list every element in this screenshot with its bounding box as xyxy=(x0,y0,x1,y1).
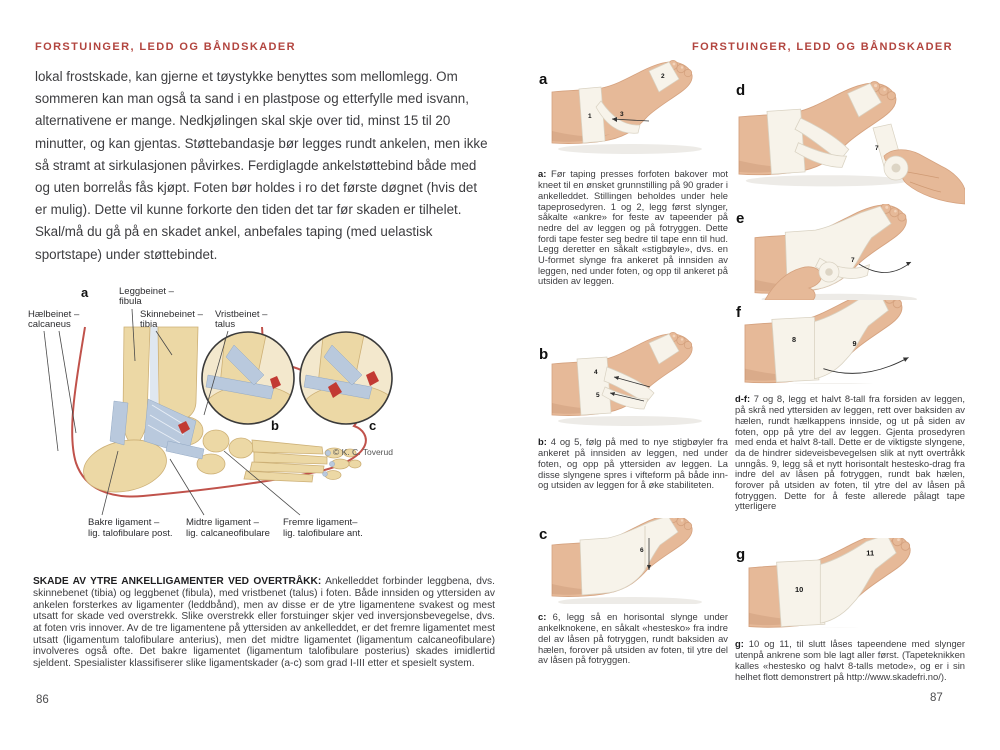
caption-a-prefix: a: xyxy=(538,168,547,180)
inset-c-letter: c xyxy=(369,418,377,433)
tape-marker: 11 xyxy=(866,548,875,558)
figure-panel-letter: a xyxy=(81,285,89,300)
photo-step-f xyxy=(735,300,965,384)
running-head-right: FORSTUINGER, LEDD OG BÅNDSKADER xyxy=(692,41,953,53)
caption-df-prefix: d-f: xyxy=(735,393,751,405)
figure-label-fibula-1: Leggbeinet – xyxy=(119,286,174,297)
caption-steps-d-f xyxy=(735,394,965,512)
toe-joint-1 xyxy=(325,450,330,455)
tape-marker: 4 xyxy=(594,369,598,376)
leader-calcaneus-2 xyxy=(59,331,76,433)
tape-marker: 5 xyxy=(596,392,600,399)
photo-g-letter: g xyxy=(736,546,746,563)
page-number-left: 86 xyxy=(36,694,49,706)
photo-step-a xyxy=(538,55,728,160)
tape-marker: 10 xyxy=(795,585,804,595)
injury-caption xyxy=(33,576,495,670)
toe-joint-3 xyxy=(323,472,328,477)
intro-paragraph: lokal frostskade, kan gjerne et tøystykke benyttes som mellomlegg. Om sommeren kan man også ta sand i en plastpose og etterfylle med isvann, alternativene er mange. Nedkjølingen skal skje over tid, minst 15 til 20 minutter, og kan gjentas. Støttebandasje bør legges rundt ankelen, men ikke så stramt at sirkulasjonen påvirkes. Ferdiglagde ankelstøttebind både med og uten borrelås fås kjøpt. Foten bør holdes i ro det første døgnet (hvis det er mulig). Dette vil kunne forkorte den tiden det tar før skaden er tilhelet. Skal/må du gå på en skadet ankel, anbefales taping (med uelastisk sportstape) under støttebindet. xyxy=(35,69,488,262)
page-number-right: 87 xyxy=(930,692,943,704)
tape-marker: 1 xyxy=(588,113,592,120)
inset-b-letter: b xyxy=(271,418,279,433)
toe-joint-2 xyxy=(329,461,334,466)
caption-b-prefix: b: xyxy=(538,436,547,448)
figure-label-fremre-2: lig. talofibulare ant. xyxy=(283,528,363,539)
caption-a-text: Før taping presses forfoten bakover mot kneet til en ønsket grunnstilling på 90 grader i ankelleddet. Stillingen beholdes under hele tapeprosedyren. 1 og 2, legg først slynger, såkalte «ankre» for feste av tapeender på nedre del av leggen og på fotryggen. Dette fordi tape fester seg bedre til tape enn til hud. Legg deretter en såkalt «stigbøyle», dvs. en U-formet slynge fra ankeret på innsiden av leggen, ned under foten, og opp til ankeret på utsiden av leggen. xyxy=(538,168,728,287)
phalanx-tip-2 xyxy=(349,460,361,468)
figure-label-calcaneus-2: calcaneus xyxy=(28,319,71,330)
tape-marker: 7 xyxy=(851,257,855,264)
figure-label-midtre-2: lig. calcaneofibulare xyxy=(186,528,270,539)
photo-f-letter: f xyxy=(736,304,741,321)
running-head-left: FORSTUINGER, LEDD OG BÅNDSKADER xyxy=(35,41,296,53)
caption-step-g xyxy=(735,639,965,682)
tape-roll-core xyxy=(892,164,901,173)
leader-calcaneus-1 xyxy=(44,331,58,451)
navicular-bone xyxy=(203,430,229,452)
caption-c-prefix: c: xyxy=(538,611,547,623)
figure-label-talus-1: Vristbeinet – xyxy=(215,309,268,320)
figure-label-fibula-2: fibula xyxy=(119,296,142,307)
injury-caption-heading: SKADE AV YTRE ANKELLIGAMENTER VED OVERTRÅKK: xyxy=(33,576,322,588)
tape-marker: 9 xyxy=(852,339,857,349)
figure-label-midtre-1: Midtre ligament – xyxy=(186,517,259,528)
figure-label-bakre-2: lig. talofibulare post. xyxy=(88,528,173,539)
tape-marker: 3 xyxy=(620,111,624,118)
tape-marker: 6 xyxy=(640,547,644,554)
photo-step-b xyxy=(538,330,728,428)
caption-g-prefix: g: xyxy=(735,638,744,650)
posterior-ligament-band xyxy=(110,401,128,445)
photo-e-letter: e xyxy=(736,210,745,227)
metatarsal-1 xyxy=(252,440,323,454)
photo-a-letter: a xyxy=(539,71,548,88)
photo-step-e xyxy=(735,204,965,300)
photo-step-c xyxy=(538,518,728,604)
anatomy-figure xyxy=(28,283,506,563)
illustration-credit: © K. C. Toverud xyxy=(333,447,393,457)
caption-df-text: 7 og 8, legg et halvt 8-tall fra forsiden av leggen, på skrå ned yttersiden av leggen, rett over baksiden av hælen, rundt hælkappens innside, og ut på siden av foten, opp på ytre del av leggen. Gjenta prosedyren med enda et halvt 8-tall. Dette er de viktigste slyngene, da de hindrer sideveisbevegelsen slik at nytt overtråkk unngås. 9, legg så et nytt horisontalt hestesko-drag fra indre del av låsen på fotryggen, rundt bak hælen, forover på utsiden av foten, til ytre del av låsen på fotryggen. Dette for å feste allerede pålagt tape ytterligere xyxy=(735,393,965,512)
injury-caption-text: Ankelleddet forbinder leggbena, dvs. skinnebenet (tibia) og leggbenet (fibula), med vristbenet (talus) i foten. Både innsiden og yttersiden av ankelen forsterkes av ligamenter (leddbånd), men av disse er de ytre ligamentene svakest og mest utsatt for skade ved overstrekk. Slike overstrekk eller forstuinger skjer ved inversjonsbevegelse, dvs. at foten vris innover. Av de tre ligamentene på yttersiden av ankelleddet, er det fremre ligamentet mest utsatt (ligamentum talofibulare anterius), men det midtre ligamentet (ligamentum calcaneofibulare) involveres også ofte. Det bakre ligamentet (ligamentum talofibulare posterius) skades imidlertid sjeldent. Spesialister klassifiserer slike ligamentskader (a-c) som grad I-III etter et spesielt system. xyxy=(33,576,495,670)
ankle-anatomy-illustration xyxy=(28,283,506,563)
photo-step-g xyxy=(735,538,963,628)
photo-step-d xyxy=(735,66,965,206)
tape-roll-core xyxy=(825,268,833,276)
figure-label-tibia-1: Skinnebeinet – xyxy=(140,309,203,320)
figure-label-bakre-1: Bakre ligament – xyxy=(88,517,160,528)
caption-step-c xyxy=(538,612,728,666)
caption-g-text: 10 og 11, til slutt låses tapeendene med slynger utenpå ankrene som ble lagt aller først. (Tapeteknikken kalles «hestesko og halvt 8-talls metode», og er i sin helhet flott demonstrert på http://www.skadefri.no/). xyxy=(735,638,965,682)
tape-marker: 7 xyxy=(875,145,879,152)
figure-label-talus-2: talus xyxy=(215,319,236,330)
figure-label-fremre-1: Fremre ligament– xyxy=(283,517,358,528)
figure-label-tibia-2: tibia xyxy=(140,319,158,330)
caption-b-text: 4 og 5, følg på med to nye stigbøyler fra ankeret på innsiden av leggen, ned under foten, og opp på yttersiden av leggen. La disse slyngene spres i vifteform på både inn- og utsiden av leggen for å øke stabiliteten. xyxy=(538,436,728,491)
photo-d-letter: d xyxy=(736,82,746,99)
tape-marker: 2 xyxy=(661,73,665,80)
caption-step-a xyxy=(538,169,728,287)
cuneiform-bone xyxy=(229,438,253,458)
caption-step-b xyxy=(538,437,728,491)
tape-marker: 8 xyxy=(792,334,797,344)
caption-c-text: 6, legg så en horisontal slynge under ankelknokene, en såkalt «hestesko» fra indre del av låsen på fotryggen, rundt baksiden av hælen, forover på utsiden av foten, til ytre del av låsen på fotryggen. xyxy=(538,611,728,666)
photo-b-letter: b xyxy=(539,346,549,363)
photo-c-letter: c xyxy=(539,526,548,543)
figure-label-calcaneus-1: Hælbeinet – xyxy=(28,309,80,320)
